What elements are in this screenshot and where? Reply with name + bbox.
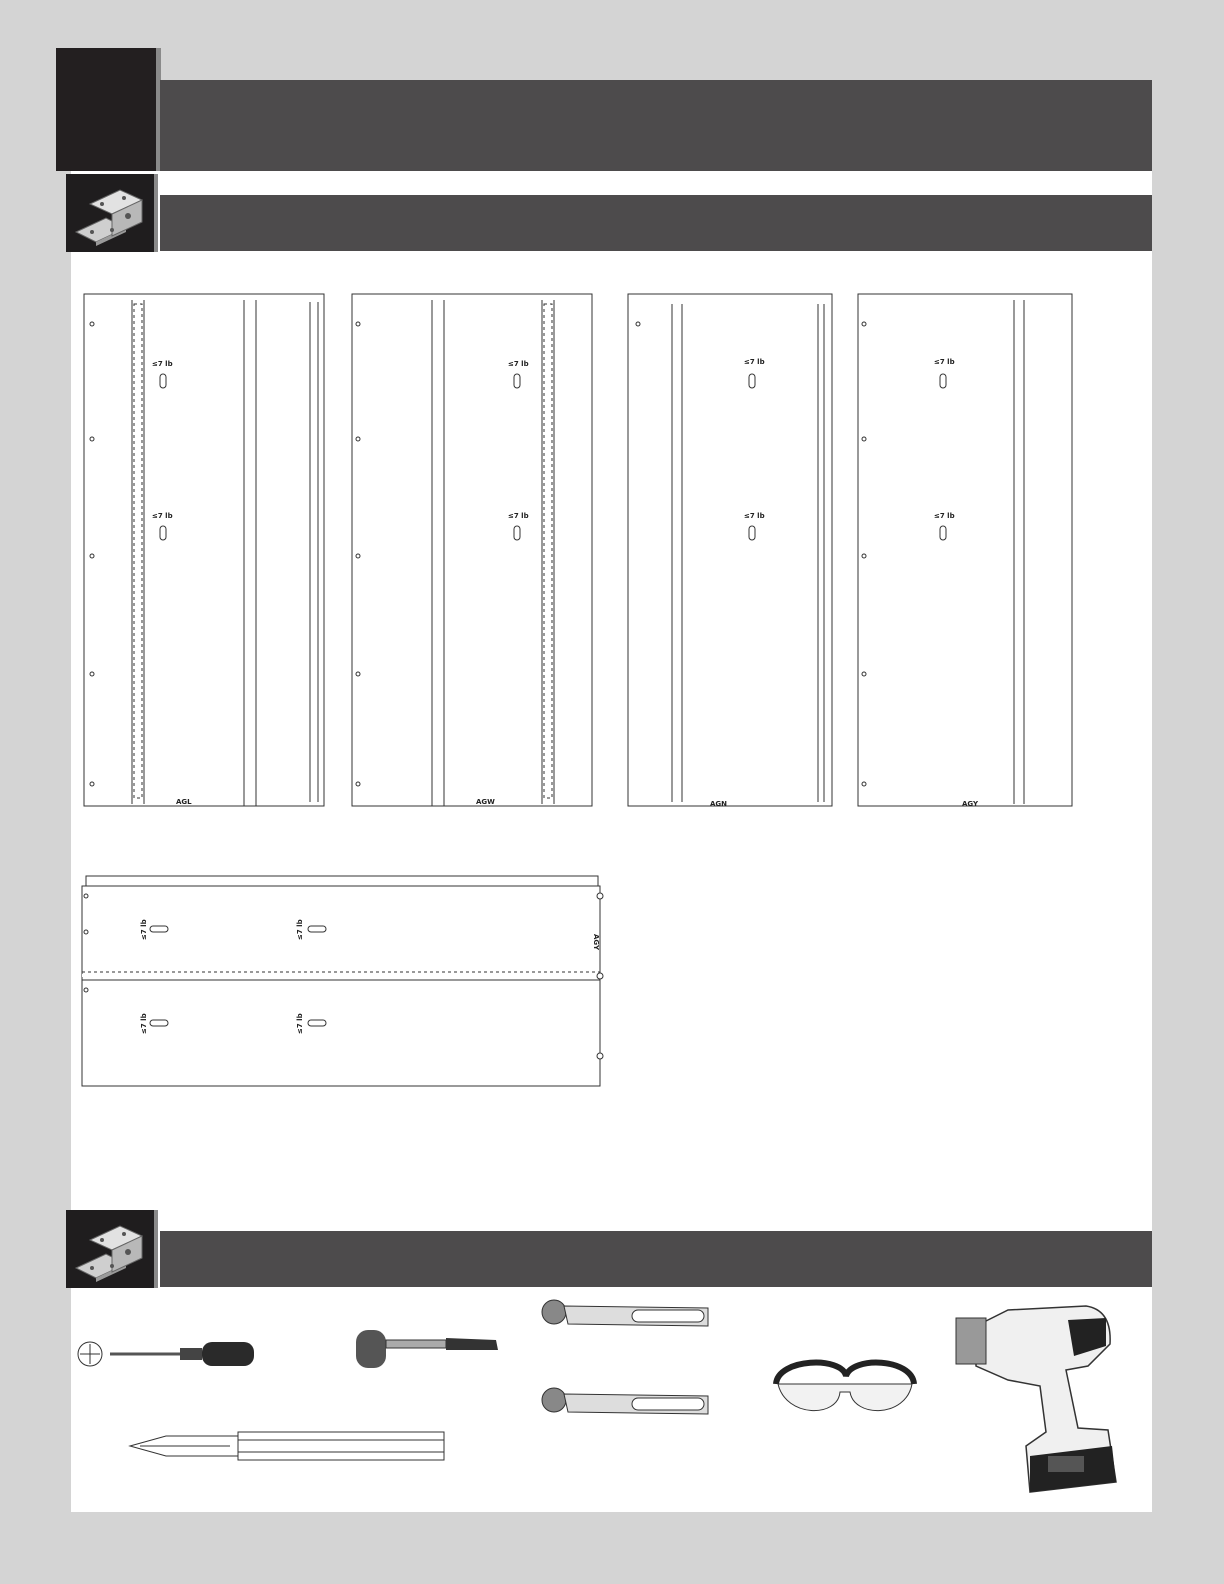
panel-agw-code: AGW bbox=[476, 798, 495, 806]
tools-section-bar bbox=[160, 1231, 1152, 1287]
panel-agy-load-label: ≤7 lb bbox=[934, 358, 955, 366]
panel-agn bbox=[628, 294, 832, 806]
phillips-bit-icon bbox=[130, 1432, 444, 1460]
panel-agl-load-label: ≤7 lb bbox=[152, 360, 173, 368]
ratchet-wrench-icon bbox=[542, 1388, 708, 1414]
shelf-code: AGY bbox=[592, 934, 600, 951]
phillips-screwdriver-icon bbox=[78, 1342, 254, 1366]
panel-agl bbox=[84, 294, 324, 806]
shelf-drawing bbox=[80, 872, 610, 1097]
panel-agw-load-label-lower: ≤7 lb bbox=[508, 512, 529, 520]
panel-agl-code: AGL bbox=[176, 798, 192, 806]
shelf-load-label-1: ≤7 lb bbox=[140, 919, 148, 940]
tools-illustrations bbox=[72, 1292, 1152, 1512]
parts-section-bar bbox=[160, 195, 1152, 251]
panel-drawings bbox=[80, 290, 1080, 830]
panel-agn-load-label: ≤7 lb bbox=[744, 358, 765, 366]
shelf-load-label-3: ≤7 lb bbox=[140, 1013, 148, 1034]
panel-agy bbox=[858, 294, 1072, 806]
page-number-tab bbox=[56, 48, 161, 171]
safety-glasses-icon bbox=[776, 1363, 914, 1411]
panel-agy-load-label-lower: ≤7 lb bbox=[934, 512, 955, 520]
panel-agn-load-label-lower: ≤7 lb bbox=[744, 512, 765, 520]
header-divider bbox=[160, 171, 1152, 195]
page-header-bar bbox=[160, 80, 1152, 171]
panel-agy-code: AGY bbox=[962, 800, 979, 808]
bracket-icon bbox=[66, 1210, 158, 1288]
cordless-drill-icon bbox=[956, 1306, 1116, 1492]
bracket-icon bbox=[66, 174, 158, 252]
panel-agn-code: AGN bbox=[710, 800, 728, 808]
shelf-load-label-4: ≤7 lb bbox=[296, 1013, 304, 1034]
panel-agw-load-label: ≤7 lb bbox=[508, 360, 529, 368]
shelf-load-label-2: ≤7 lb bbox=[296, 919, 304, 940]
ratchet-wrench-icon bbox=[542, 1300, 708, 1326]
rubber-mallet-icon bbox=[356, 1330, 498, 1368]
panel-agl-load-label-lower: ≤7 lb bbox=[152, 512, 173, 520]
panel-agw bbox=[352, 294, 592, 806]
